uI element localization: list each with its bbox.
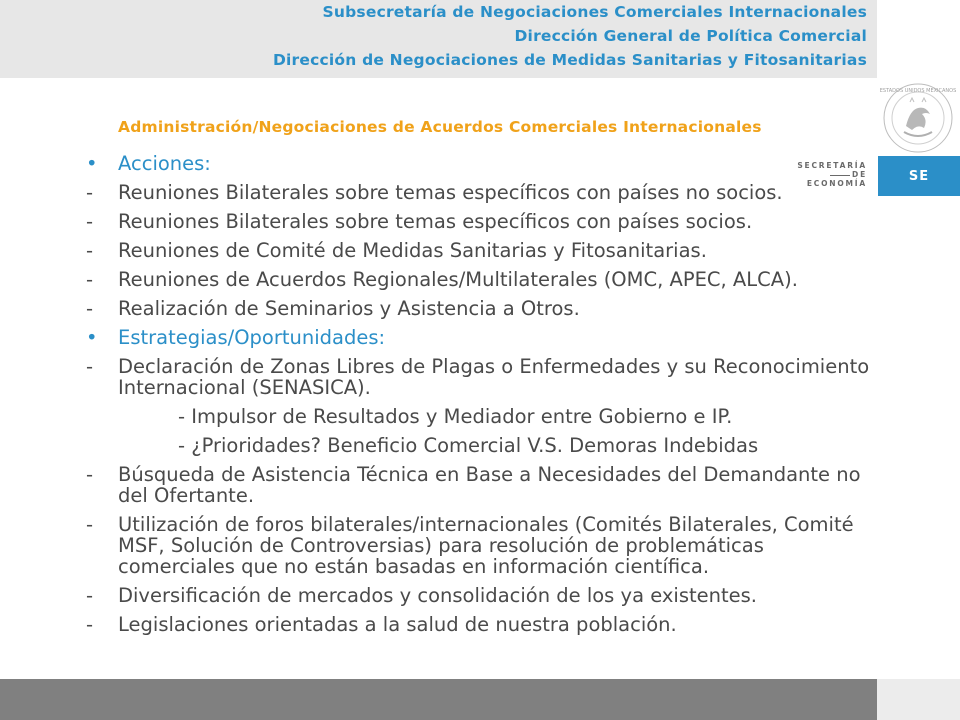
list-item: [0, 211, 877, 232]
list-item-text: Estrategias/Oportunidades:: [118, 326, 386, 349]
sub-list-item: [0, 435, 877, 456]
list-item-text: Utilización de foros bilaterales/internacionales (Comités Bilaterales, Comité MSF, Solución de Controversias) para resolución de problemáticas comerciales que no están basadas en información científica.: [118, 513, 854, 578]
slide-subtitle: Administración/Negociaciones de Acuerdos Comerciales Internacionales: [118, 118, 762, 136]
dash-marker: -: [86, 513, 94, 536]
dash-marker: -: [86, 239, 94, 262]
sub-list-item: [0, 406, 877, 427]
list-item: [0, 269, 877, 290]
list-item: [0, 585, 877, 606]
list-item: [0, 464, 877, 506]
header-band: [0, 0, 877, 78]
sub-list-item-text: - ¿Prioridades? Beneficio Comercial V.S. Demoras Indebidas: [178, 434, 759, 457]
secretaria-line2: DE ECONOMÍA: [806, 170, 867, 188]
list-item-text: Acciones:: [118, 152, 211, 175]
list-item-text: Reuniones Bilaterales sobre temas específicos con países no socios.: [118, 181, 783, 204]
list-item-text: Realización de Seminarios y Asistencia a Otros.: [118, 297, 580, 320]
sub-list-item-text: - Impulsor de Resultados y Mediador entre Gobierno e IP.: [178, 405, 733, 428]
list-item: [0, 182, 877, 203]
emblem-lettering: ESTADOS UNIDOS MEXICANOS: [880, 88, 956, 94]
list-item-text: Legislaciones orientadas a la salud de nuestra población.: [118, 613, 677, 636]
mexican-coat-of-arms-icon: [880, 80, 956, 156]
list-item: [0, 327, 877, 348]
dash-marker: -: [86, 297, 94, 320]
list-item-text: Diversificación de mercados y consolidación de los ya existentes.: [118, 584, 758, 607]
list-item: [0, 153, 877, 174]
list-item-text: Reuniones de Acuerdos Regionales/Multilaterales (OMC, APEC, ALCA).: [118, 268, 798, 291]
dash-marker: -: [86, 613, 94, 636]
side-top-blank: [877, 0, 960, 78]
dash-marker: -: [86, 584, 94, 607]
list-item-text: Reuniones Bilaterales sobre temas específicos con países socios.: [118, 210, 753, 233]
footer-band: [0, 679, 877, 720]
dash-marker: -: [86, 355, 94, 378]
header-line-subsecretaria: Subsecretaría de Negociaciones Comerciales Internacionales: [322, 3, 867, 21]
footer-side: [877, 679, 960, 720]
list-item-text: Búsqueda de Asistencia Técnica en Base a Necesidades del Demandante no del Ofertante.: [118, 463, 861, 507]
secretaria-line1: SECRETARÍA: [797, 161, 867, 170]
list-item: [0, 298, 877, 319]
bullet-marker: •: [86, 326, 98, 349]
bullet-marker: •: [86, 152, 98, 175]
header-line-direccion-general: Dirección General de Política Comercial: [514, 27, 867, 45]
dash-marker: -: [86, 463, 94, 486]
dash-marker: -: [86, 210, 94, 233]
list-item: [0, 614, 877, 635]
list-item-text: Reuniones de Comité de Medidas Sanitarias y Fitosanitarias.: [118, 239, 707, 262]
se-logo-box: SE: [878, 156, 960, 196]
list-item: [0, 356, 877, 398]
list-item: [0, 240, 877, 261]
list-item-text: Declaración de Zonas Libres de Plagas o Enfermedades y su Reconocimiento Internacional (SENASICA).: [118, 355, 870, 399]
dash-marker: -: [86, 268, 94, 291]
list-item: [0, 514, 877, 577]
slide-content: [0, 153, 877, 643]
header-line-direccion-negociaciones: Dirección de Negociaciones de Medidas Sanitarias y Fitosanitarias: [272, 51, 867, 69]
dash-marker: -: [86, 181, 94, 204]
